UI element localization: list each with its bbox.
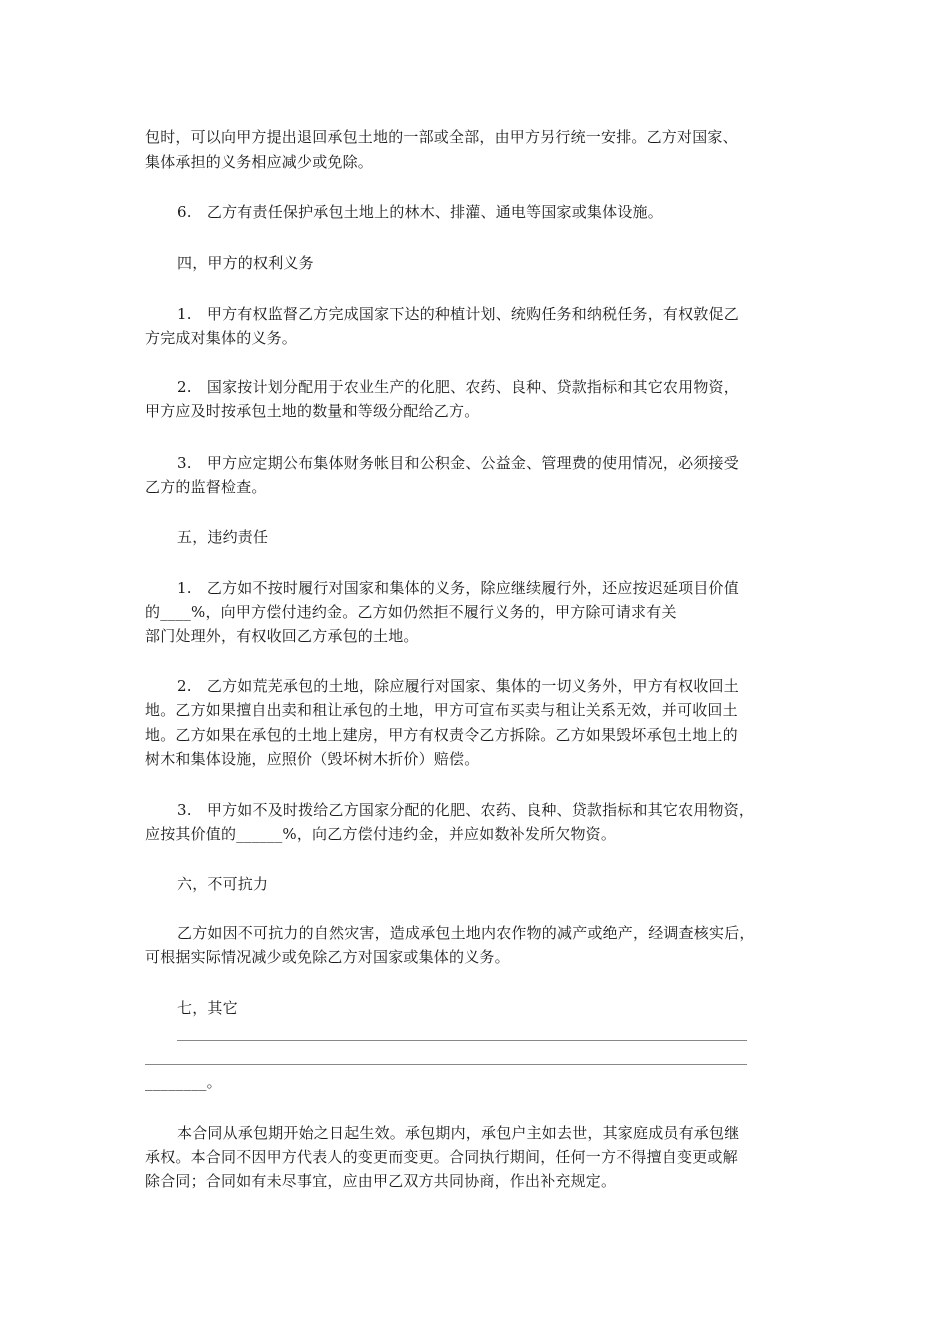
clause-line: 1. 乙方如不按时履行对国家和集体的义务，除应继续履行外，还应按迟延项目价值 [177,579,739,597]
paragraph-line: 树木和集体设施，应照价（毁坏树木折价）赔偿。 [145,750,480,768]
section-heading: 五，违约责任 [177,528,269,546]
clause-line: 3. 甲方如不及时拨给乙方国家分配的化肥、农药、良种、贷款指标和其它农用物资， [177,801,755,819]
paragraph-line: 除合同；合同如有未尽事宜，应由甲乙双方共同协商，作出补充规定。 [145,1172,617,1190]
paragraph-line: 甲方应及时按承包土地的数量和等级分配给乙方。 [145,402,480,420]
paragraph-line: 应按其价值的______%，向乙方偿付违约金，并应如数补发所欠物资。 [145,825,617,843]
clause-line: 3. 甲方应定期公布集体财务帐目和公积金、公益金、管理费的使用情况，必须接受 [177,454,739,472]
section-heading: 四，甲方的权利义务 [177,254,314,272]
clause-line: 2. 国家按计划分配用于农业生产的化肥、农药、良种、贷款指标和其它农用物资， [177,378,739,396]
clause-line: 本合同从承包期开始之日起生效。承包期内，承包户主如去世，其家庭成员有承包继 [177,1124,740,1142]
paragraph-line: 地。乙方如果擅自出卖和租让承包的土地，甲方可宣布买卖与租让关系无效，并可收回土 [145,701,738,719]
clause-line: 2. 乙方如荒芜承包的土地，除应履行对国家、集体的一切义务外，甲方有权收回土 [177,677,739,695]
clause-line: 乙方如因不可抗力的自然灾害，造成承包土地内农作物的减产或绝产，经调查核实后， [177,924,755,942]
paragraph-line: 方完成对集体的义务。 [145,329,298,347]
clause-line: 1. 甲方有权监督乙方完成国家下达的种植计划、统购任务和纳税任务，有权敦促乙 [177,305,739,323]
paragraph-line: 集体承担的义务相应减少或免除。 [145,153,374,171]
paragraph-line: 承权。本合同不因甲方代表人的变更而变更。合同执行期间，任何一方不得擅自变更或解 [145,1148,738,1166]
clause-line: 6. 乙方有责任保护承包土地上的林木、排灌、通电等国家或集体设施。 [177,203,663,221]
paragraph-line: 乙方的监督检查。 [145,478,267,496]
blank-fill-end: ________。 [145,1073,222,1091]
blank-fill-line [145,1064,747,1065]
section-heading: 六，不可抗力 [177,875,269,893]
section-heading: 七，其它 [177,999,238,1017]
paragraph-line: 的____%，向甲方偿付违约金。乙方如仍然拒不履行义务的，甲方除可请求有关 [145,603,677,621]
paragraph-line: 地。乙方如果在承包的土地上建房，甲方有权责令乙方拆除。乙方如果毁坏承包土地上的 [145,726,738,744]
paragraph-line: 包时，可以向甲方提出退回承包土地的一部或全部，由甲方另行统一安排。乙方对国家、 [145,128,738,146]
paragraph-line: 可根据实际情况减少或免除乙方对国家或集体的义务。 [145,948,510,966]
blank-fill-line [177,1040,747,1041]
paragraph-line: 部门处理外，有权收回乙方承包的土地。 [145,627,419,645]
